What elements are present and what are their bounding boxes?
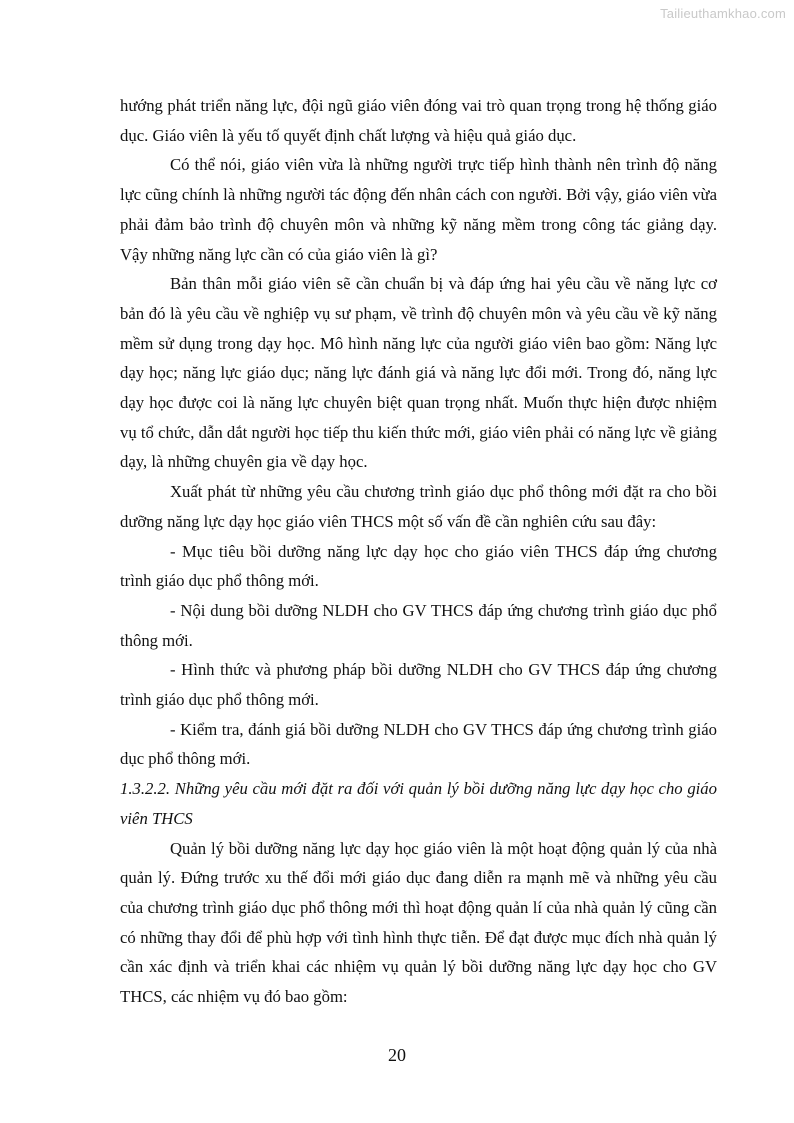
paragraph: Xuất phát từ những yêu cầu chương trình giáo dục phổ thông mới đặt ra cho bồi dưỡng năng lực dạy học giáo viên THCS một số vấn đề cần nghiên cứu sau đây:	[120, 482, 717, 531]
page-body	[120, 91, 717, 1012]
paragraph-continuation: hướng phát triển năng lực, đội ngũ giáo viên đóng vai trò quan trọng trong hệ thống giáo dục. Giáo viên là yếu tố quyết định chất lượng và hiệu quả giáo dục.	[120, 96, 717, 145]
paragraph: Có thể nói, giáo viên vừa là những người trực tiếp hình thành nên trình độ năng lực cũng chính là những người tác động đến nhân cách con người. Bởi vậy, giáo viên vừa phải đảm bảo trình độ chuyên môn và những kỹ năng mềm trong công tác giảng dạy. Vậy những năng lực cần có của giáo viên là gì?	[120, 155, 717, 264]
watermark: Tailieuthamkhao.com	[660, 6, 786, 21]
list-item: - Hình thức và phương pháp bồi dưỡng NLDH cho GV THCS đáp ứng chương trình giáo dục phổ thông mới.	[120, 660, 717, 710]
section-heading: 1.3.2.2. Những yêu cầu mới đặt ra đối với quản lý bồi dưỡng năng lực dạy học cho giáo viên THCS	[120, 779, 717, 828]
page-number: 20	[388, 1045, 406, 1065]
list-item: - Nội dung bồi dưỡng NLDH cho GV THCS đáp ứng chương trình giáo dục phổ thông mới.	[120, 600, 717, 650]
paragraph: Bản thân mỗi giáo viên sẽ cần chuẩn bị và đáp ứng hai yêu cầu về năng lực cơ bản đó là yêu cầu về nghiệp vụ sư phạm, về trình độ chuyên môn và yêu cầu về kỹ năng mềm sử dụng trong dạy học. Mô hình năng lực của người giáo viên bao gồm: Năng lực dạy học; năng lực giáo dục; năng lực đánh giá và năng lực đổi mới. Trong đó, năng lực dạy học được coi là năng lực chuyên biệt quan trọng nhất. Muốn thực hiện được nhiệm vụ tổ chức, dẫn dắt người học tiếp thu kiến thức mới, giáo viên phải có năng lực về giảng dạy, là những chuyên gia về dạy học.	[120, 274, 717, 472]
paragraph: Quản lý bồi dưỡng năng lực dạy học giáo viên là một hoạt động quản lý của nhà quản lý. Đứng trước xu thế đổi mới giáo dục đang diễn ra mạnh mẽ và những yêu cầu của chương trình giáo dục phổ thông mới thì hoạt động quản lí của nhà quản lý cũng cần có những thay đổi để phù hợp với tình hình thực tiễn. Để đạt được mục đích nhà quản lý cần xác định và triển khai các nhiệm vụ quản lý bồi dưỡng năng lực dạy học cho GV THCS, các nhiệm vụ đó bao gồm:	[120, 838, 717, 1007]
list-item: - Kiểm tra, đánh giá bồi dưỡng NLDH cho GV THCS đáp ứng chương trình giáo dục phổ thông mới.	[120, 719, 717, 769]
list-item: - Mục tiêu bồi dưỡng năng lực dạy học cho giáo viên THCS đáp ứng chương trình giáo dục phổ thông mới.	[120, 541, 717, 591]
